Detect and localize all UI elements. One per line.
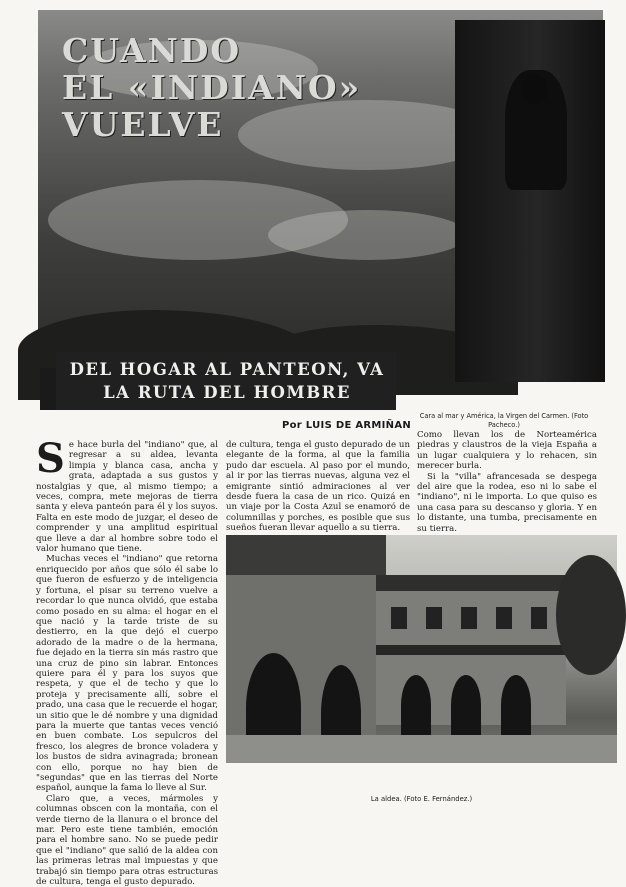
statue-head [522,74,548,104]
drop-cap: S [36,435,65,482]
photo-caption-village: La aldea. (Foto E. Fernández.) [370,795,473,803]
headline-line-1: CUANDO [62,31,242,70]
article-column-middle [226,440,410,534]
paragraph [36,435,218,555]
paragraph: Si la "villa" afrancesada se despega del aire que la rodea, eso ni lo sabe el "indiano", ni le importa. Lo que quiso es una casa para su descanso y gloria. Y en lo distante, una tumba, precisamente en su tierra. [417,471,597,534]
subheadline: DEL HOGAR AL PANTEON, VA LA RUTA DEL HOMBRE [69,360,385,402]
article-column-left [36,435,218,887]
paragraph: Muchas veces el "indiano" que retorna enriquecido por años que sólo él sabe lo que fueron de esfuerzo y de inteligencia y fortuna, el pisar su terreno vuelve a recordar lo que nunca olvidó, que estaba como posado en su alma: el hogar en el que nació y la tarde triste de su destierro, en la que dejó el cuerpo adorado de la madre o de la hermana, fue dejado en la tierra sin más rastro que una cruz de pino sin labrar. Entonces quiere para él y para los suyos que respeta, y que el de techo y que lo proteja y precisamente allí, sobre el prado, una casa que le recuerde el hogar, un sitio que le dé nombre y una dignidad para la muerte que tantas veces venció en buen combate. Los sepulcros del fresco, los alegres de bronce voladera y los bustos de sidra avinagrada; bronean con ello, porque no hay bien de "segundas" que en las tierras del Norte español, aunque la fama lo lleve al Sur. [36,554,218,794]
paragraph: Como llevan los de Norteamérica piedras y claustros de la vieja España a un lugar cualquiera y lo rehacen, sin merecer burla. [417,430,597,472]
photo-caption-top: Cara al mar y América, la Virgen del Carmen. (Foto Pacheco.) [419,412,589,429]
byline: Por LUIS DE ARMIÑAN [282,420,412,431]
paragraph: Claro que, a veces, mármoles y columnas obscen con la montaña, con el verde tierno de la llanura o el bronce del mar. Pero este tiene también, emoción para el hombre sano. No se puede pedir que el "indiano" que salió de la aldea con las primeras letras mal impuestas y que trabajó sin tiempo para otras estructuras de cultura, tenga el gusto depurado. [36,793,218,887]
headline-line-2: EL «INDIANO» [62,68,362,107]
decorative-bar [40,368,56,410]
headline [62,32,392,143]
paragraph: de cultura, tenga el gusto depurado de un elegante de la forma, al que la familia pudo dar escuela. Al paso por el mundo, al ir por las tierras nuevas, alguna vez el emigrante sintió admiraciones al ver desde fuera la casa de un rico. Quizá en un viaje por la Costa Azul se enamoró de columnillas y porches, es posible que sus sueños fueran llevar aquello a su tierra. [226,440,410,534]
village-photo [226,535,617,763]
paragraph-text: e hace burla del "indiano" que, al regresar a su aldea, levanta limpia y blanca casa, ancha y grata, adaptada a sus gustos y nostalgias y que, al mismo tiempo; a veces, compra, mete mejoras de tierra santa y eleva panteón para él y los suyos. Falta en este modo de juzgar, el deseo de comprender y una amplitud espiritual que lleve a dar al hombre sobre todo el valor humano que tiene. [36,440,218,555]
headline-line-3: VUELVE [62,105,224,144]
article-column-right [417,430,597,534]
